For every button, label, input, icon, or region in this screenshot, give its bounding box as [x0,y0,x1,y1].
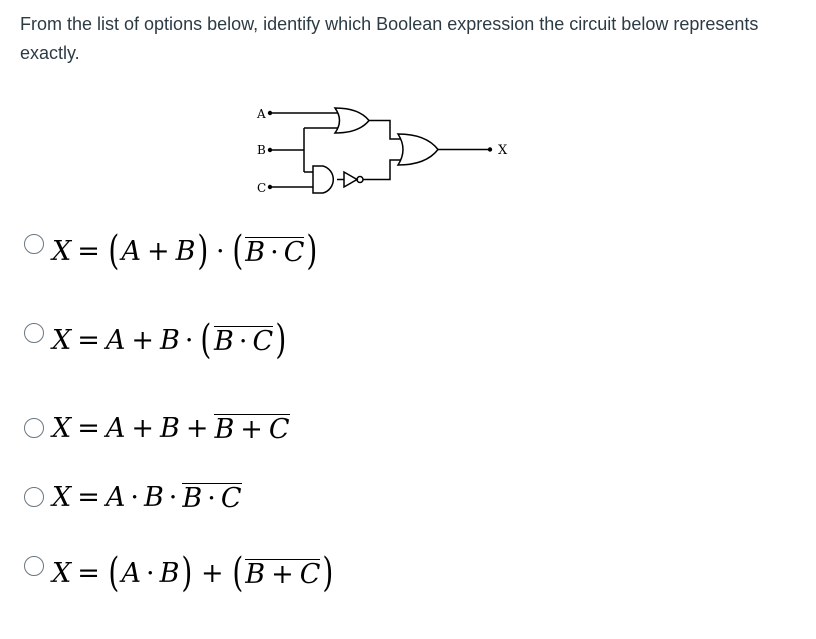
option-5[interactable] [24,548,336,598]
or-gate-1 [335,108,369,133]
input-label-b: B [257,143,266,157]
option-1-expression: X = ( A + B ) · ( B · C ) [52,228,318,274]
logic-circuit-diagram [240,96,540,206]
input-label-c: C [257,181,267,195]
option-3[interactable] [24,403,290,453]
option-2[interactable] [24,315,289,365]
option-2-expression: X = A + B · ( B · C ) [52,317,287,363]
option-4-expression: X = A · B · B · C [52,481,242,514]
option-4[interactable] [24,472,242,522]
option-5-expression: X = ( A · B ) + ( B + C ) [52,550,334,596]
option-1[interactable] [24,226,320,276]
not-gate [344,172,357,187]
input-label-a: A [257,107,266,121]
output-node [488,147,492,151]
question-text: From the list of options below, identify which Boolean expression the circuit below represents exactly. [20,14,759,63]
option-4-radio[interactable] [24,487,44,507]
option-2-radio[interactable] [24,323,44,343]
option-1-radio[interactable] [24,234,44,254]
option-5-radio[interactable] [24,556,44,576]
option-3-expression: X = A + B + B + C [52,412,290,445]
and-gate [313,166,333,193]
or-gate-2 [398,134,438,165]
output-label-x: X [498,143,508,158]
option-3-radio[interactable] [24,418,44,438]
